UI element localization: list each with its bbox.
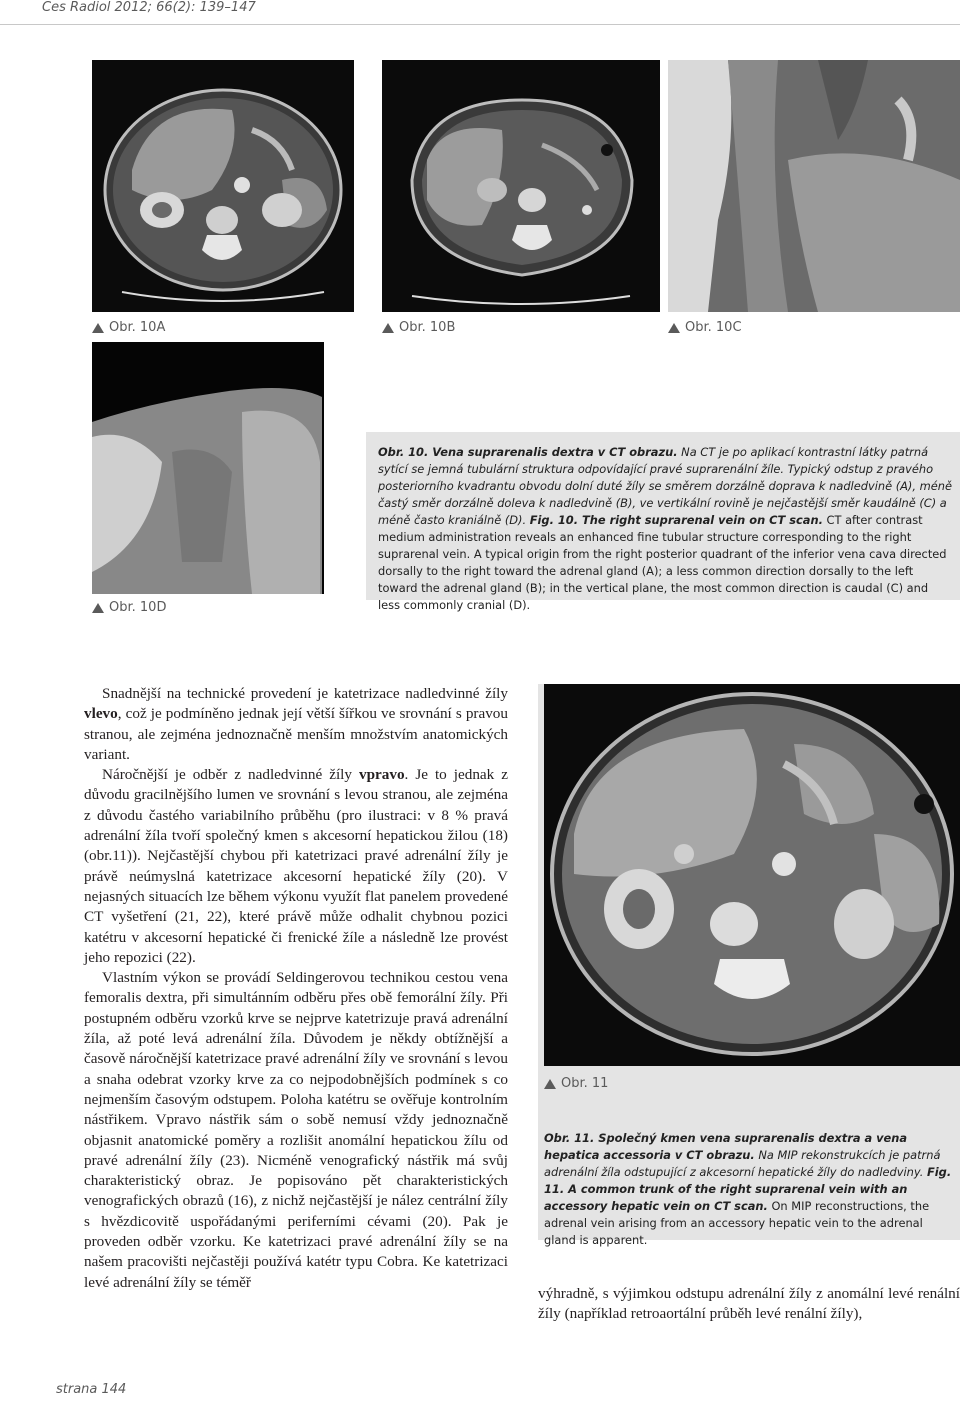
figure-10-caption-box xyxy=(366,432,960,612)
figure-label-10d: Obr. 10D xyxy=(92,600,166,615)
triangle-up-icon xyxy=(92,323,104,333)
ct-image-10d xyxy=(92,342,364,594)
caption-10-cz-body: Na CT je po aplikací kontrastní látky patrná sytící se jemná tubulární struktura odpovídající pravé suprarenální žíle. Typický odstup z pravého posteriorního kvadrantu obvodu dolní duté žíly se směrem dorzálně doprava k nadledvině (A), méně častý směr dorzálně doleva k nadledvině (B), ve vertikální rovině je nejčastější směr kaudálně (C) a méně často kraniálně (D). xyxy=(378,445,952,527)
caption-11-en-title: Fig. 11. A common trunk of the right suprarenal vein with an accessory hepatic vein on CT scan. xyxy=(544,1165,952,1213)
figure-label-10a: Obr. 10A xyxy=(92,320,165,335)
caption-10-cz-title: Obr. 10. Vena suprarenalis dextra v CT obrazu. xyxy=(378,445,678,459)
figure-10-caption xyxy=(366,432,960,614)
body-text-left-column xyxy=(84,684,508,1293)
caption-11-cz-title: Obr. 11. Společný kmen vena suprarenalis dextra a vena hepatica accessoria v CT obrazu. xyxy=(544,1131,908,1162)
page-number: strana 144 xyxy=(56,1382,127,1397)
ct-image-10b xyxy=(382,60,660,312)
triangle-up-icon xyxy=(544,1079,556,1089)
ct-image-11 xyxy=(544,684,960,1066)
figure-label-10c: Obr. 10C xyxy=(668,320,742,335)
figure-label-10b: Obr. 10B xyxy=(382,320,455,335)
journal-citation: Ces Radiol 2012; 66(2): 139–147 xyxy=(42,0,256,15)
figure-label-11: Obr. 11 xyxy=(544,1076,608,1091)
body-paragraph-1: Snadnější na technické provedení je katetrizace nadledvinné žíly vlevo, což je podmíněno jednak její větší šířkou ve srovnání s pravou stranou, ale zejména jednoznačně menším množstvím anatomických variant. xyxy=(84,685,508,763)
caption-10-en-title: Fig. 10. The right suprarenal vein on CT scan. xyxy=(529,513,823,527)
figure-11-box xyxy=(538,684,960,1247)
caption-11-cz-body: Na MIP rekonstrukcích je patrná adrenální žíla odstupující z akcesorní hepatické žíly do nadledviny. xyxy=(544,1148,941,1179)
body-paragraph-3: Vlastním výkon se provádí Seldingerovou technikou cestou vena femoralis dextra, při simultánním odběru přes obě femorální žíly. Při postupném odběru vzorků krve se nejprve katetrizuje pravá adrenální žíla, až poté levá adrenální žíla. Důvodem je někdy obtížnější a časově náročnější katetrizace pravé adrenální žíly ve srovnání s levou a snaha odebrat vzorky krve za co nejpodobnějších podmínek s co nejmenším časovým odstupem. Poloha katétru se ověřuje kontrolním nástřikem. Vpravo nástřik sám o sobě nemusí vždy jednoznačně objasnit anatomické poměry a rozlišit anomální hepatickou žílu od pravé adrenální žíly (23). Nicméně venografický nástřik má svůj charakteristický obraz. Je popisováno pět charakteristických venografických obrazů (16), z nichž nejčastější je nález centrální žíly s hvězdicovitě uspořádanými periferními cévami (20). Pak je proveden odběr vzorku. Ke katetrizaci pravé adrenální žíly se na našem pracovišti nejčastěji používá katétr typu Cobra. Ke katetrizaci levé adrenální žíly se téměř xyxy=(84,969,508,1291)
triangle-up-icon xyxy=(668,323,680,333)
triangle-up-icon xyxy=(92,603,104,613)
ct-image-10c xyxy=(668,60,960,312)
header-rule xyxy=(0,24,960,25)
caption-10-en-body: CT after contrast medium administration reveals an enhanced fine tubular structure corresponding to the right suprarenal vein. A typical origin from the right posterior quadrant of the inferior vena cava directed dorsally to the right toward the adrenal gland (A); a less common direction dorsally to the left toward the adrenal gland (B); in the vertical plane, the most common direction is caudal (C) and less commonly cranial (D). xyxy=(378,513,947,612)
triangle-up-icon xyxy=(382,323,394,333)
ct-image-10a xyxy=(92,60,354,312)
body-text-right-column xyxy=(538,1284,960,1325)
caption-11-en-body: On MIP reconstructions, the adrenal vein arising from an accessory hepatic vein to the adrenal gland is apparent. xyxy=(544,1199,930,1247)
body-paragraph-right: výhradně, s výjimkou odstupu adrenální žíly z anomální levé renální žíly (například retroaortální průběh levé renální žíly), xyxy=(538,1285,960,1323)
body-paragraph-2: Náročnější je odběr z nadledvinné žíly vpravo. Je to jednak z důvodu gracilnějšího lumen ve srovnání s levou stranou, ale zejména z důvodu častého variabilního průběhu (pro ilustraci: v 8 % pravá adrenální žíla tvoří společný kmen s akcesorní hepatickou žilou (18) (obr.11)). Nejčastější chybou při katetrizaci pravé adrenální žíly je právě neúmyslná katetrizace akcesorní hepatické žíly (20). V nejasných situacích lze během výkonu využít flat panelem provedené CT vyšetření (21, 22), které právě může odhalit chybnou pozici katétru v akcesorní hepatické či frenické žíle a následně lze provést jeho repozici (22). xyxy=(84,766,508,966)
figure-11-caption xyxy=(544,1130,954,1249)
